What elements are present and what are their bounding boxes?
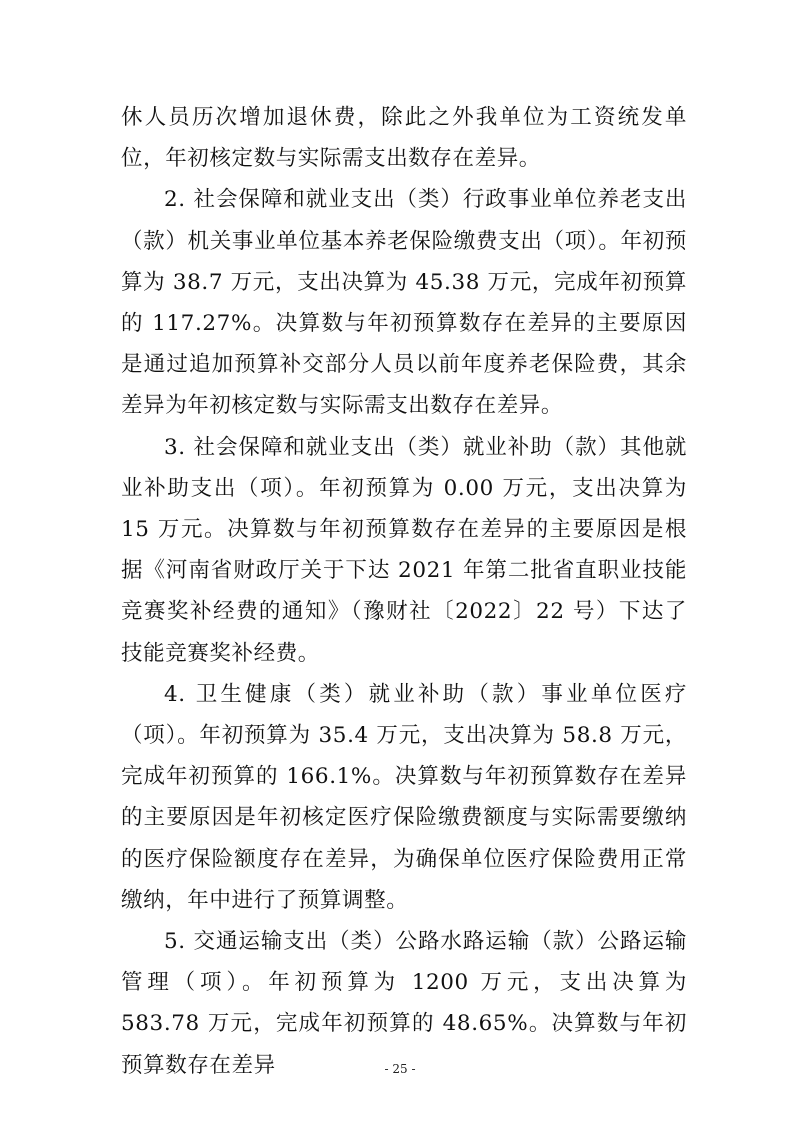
paragraph-item-4: 4. 卫生健康（类）就业补助（款）事业单位医疗（项）。年初预算为 35.4 万元，支出决算为 58.8 万元，完成年初预算的 166.1%。决算数与年初预算数存在差异的主要原因是年初核定医疗保险缴费额度与实际需要缴纳的医疗保险额度存在差异，为确保单位医疗保险费用正常缴纳，年中进行了预算调整。 — [121, 681, 687, 913]
paragraph-item-2: 2. 社会保障和就业支出（类）行政事业单位养老支出（款）机关事业单位基本养老保险缴费支出（项）。年初预算为 38.7 万元，支出决算为 45.38 万元，完成年初预算的 117.27%。决算数与年初预算数存在差异的主要原因是通过追加预算补交部分人员以前年度养老保险费，其余差异为年初核定数与实际需支出数存在差异。 — [121, 187, 687, 419]
paragraph-item-3: 3. 社会保障和就业支出（类）就业补助（款）其他就业补助支出（项）。年初预算为 0.00 万元，支出决算为 15 万元。决算数与年初预算数存在差异的主要原因是根据《河南省财政厅关于下达 2021 年第二批省直职业技能竞赛奖补经费的通知》（豫财社〔2022〕22 号）下达了技能竞赛奖补经费。 — [121, 434, 687, 666]
paragraph-item-5: 5. 交通运输支出（类）公路水路运输（款）公路运输管理（项）。年初预算为 1200 万元，支出决算为 583.78 万元，完成年初预算的 48.65%。决算数与年初预算数存在差异 — [121, 929, 687, 1078]
document-body — [121, 97, 687, 1086]
page-number: - 25 - — [384, 1062, 416, 1076]
paragraph-continuation: 休人员历次增加退休费，除此之外我单位为工资统发单位，年初核定数与实际需支出数存在差异。 — [121, 105, 687, 172]
